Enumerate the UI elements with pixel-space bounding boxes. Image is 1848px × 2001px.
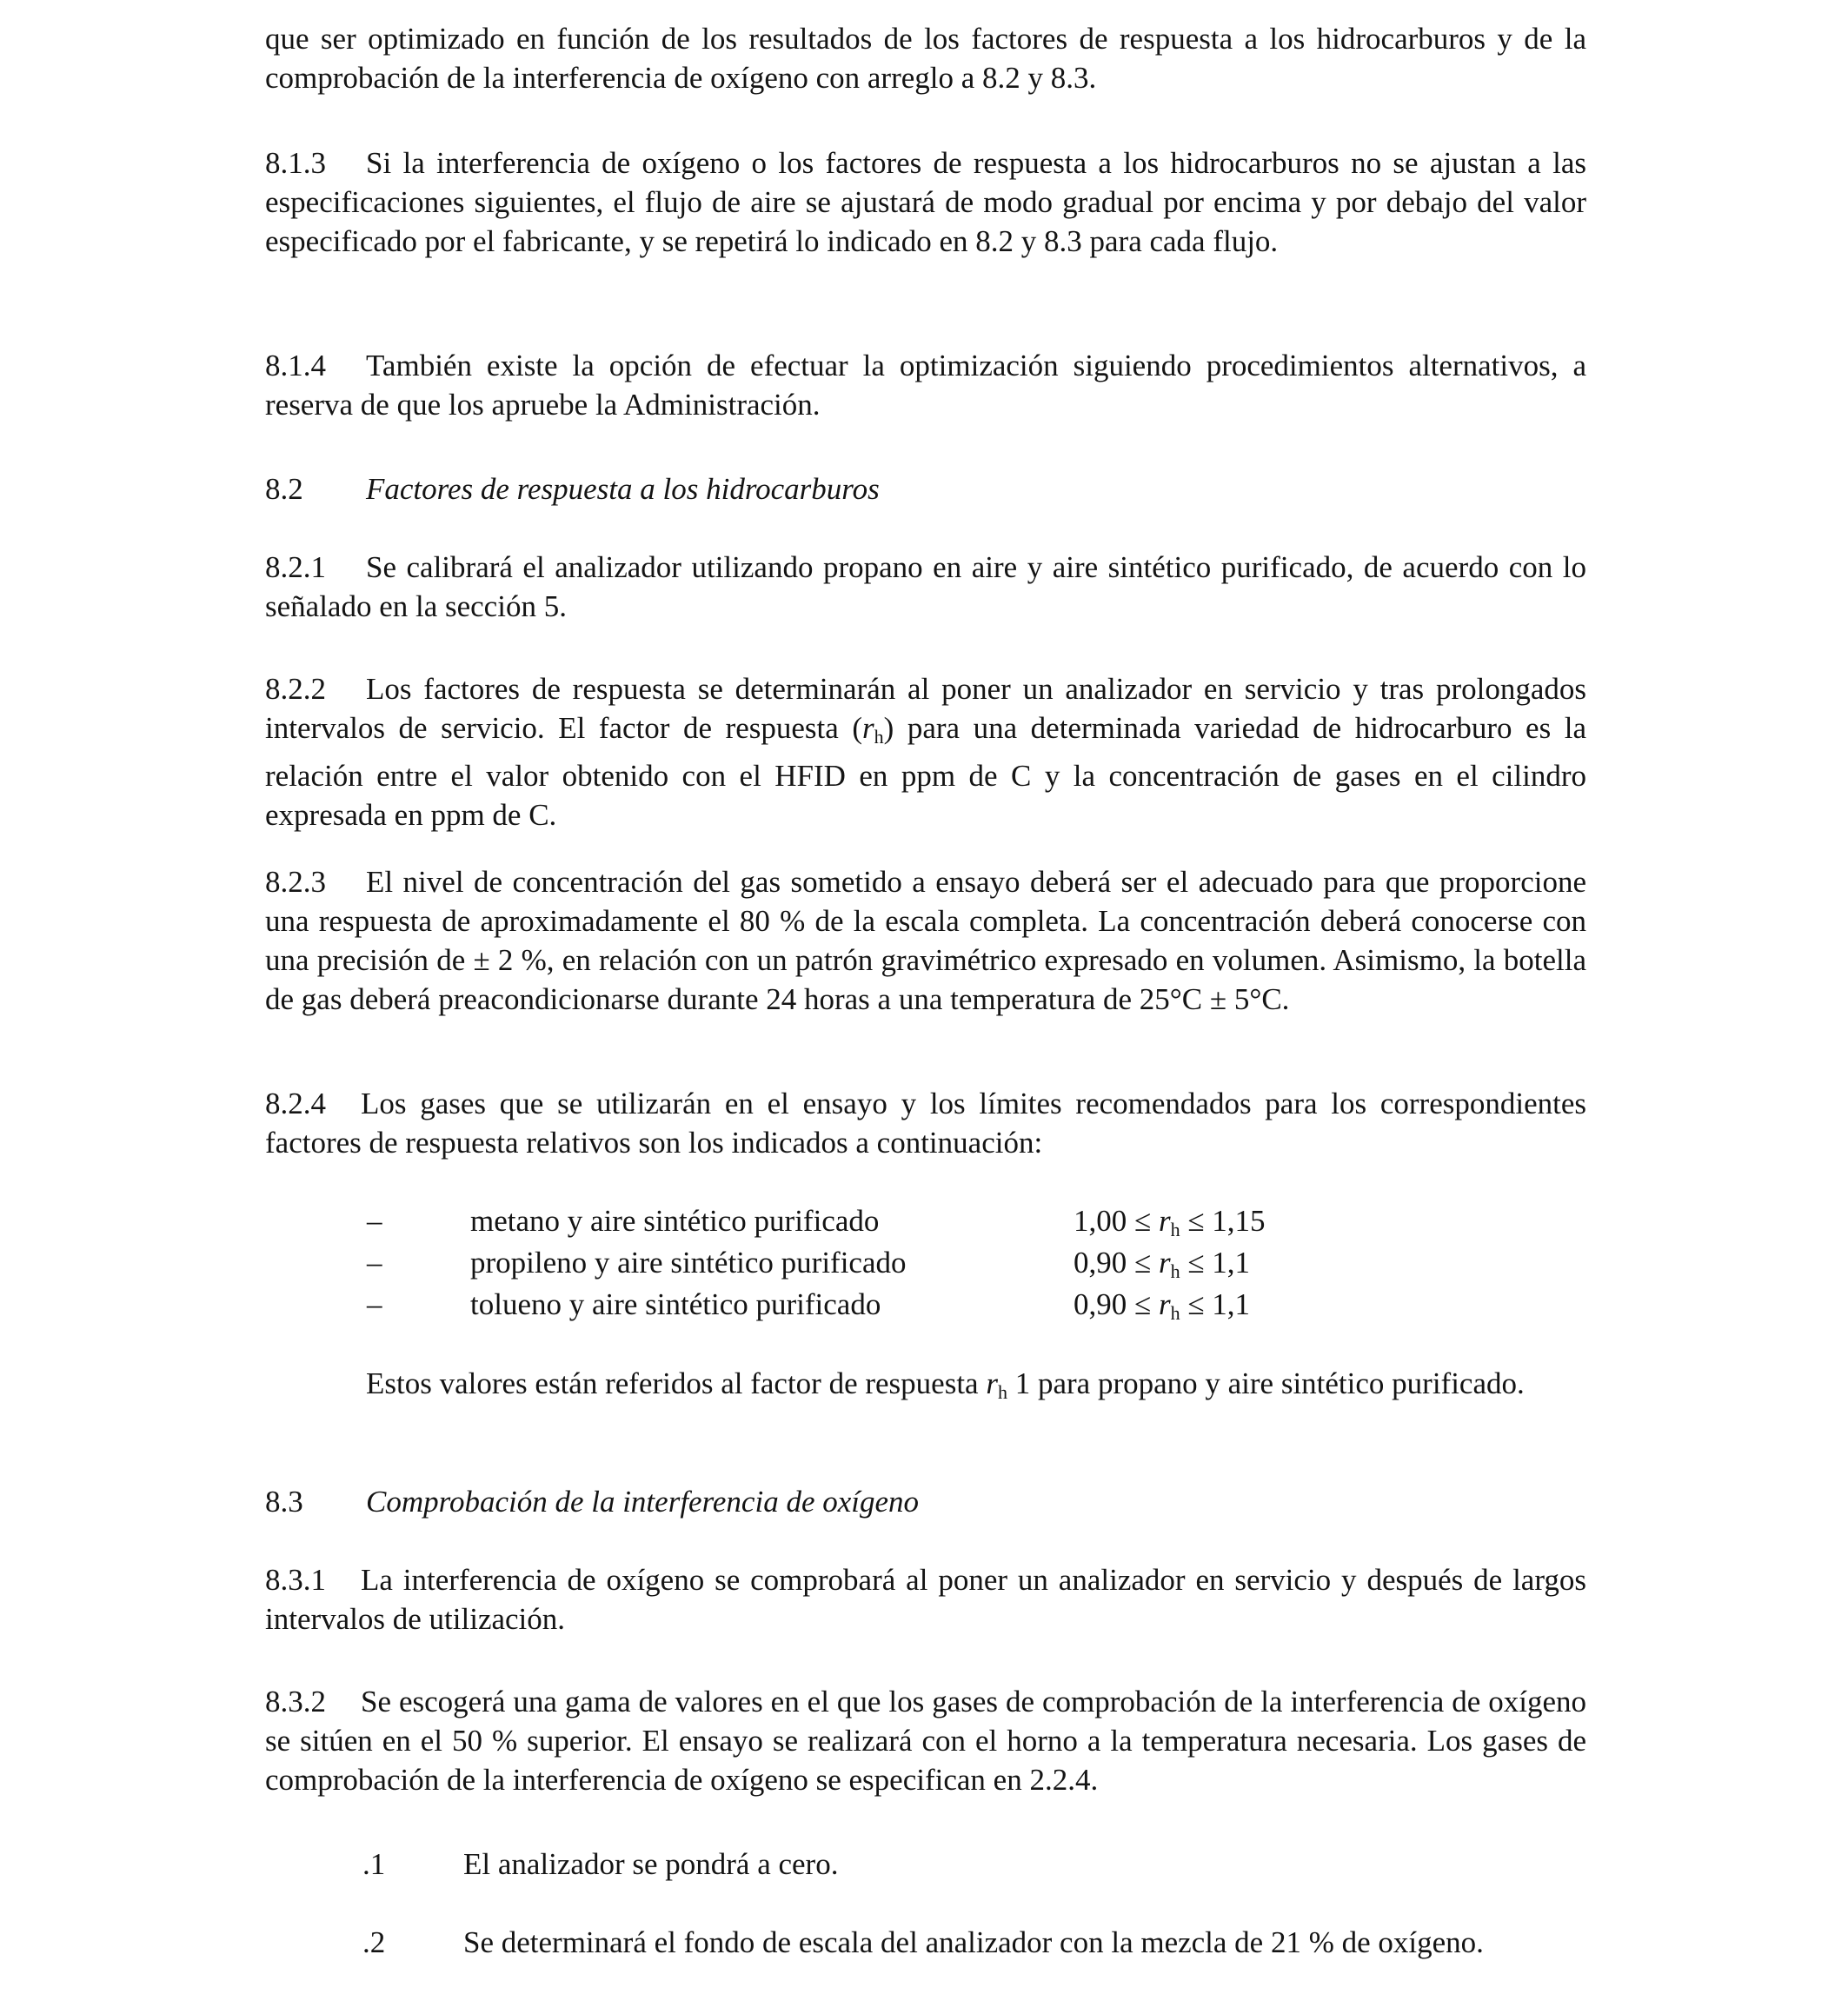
paragraph-8-1-3: [265, 143, 1586, 261]
symbol-r: r: [1158, 1246, 1171, 1280]
symbol-r: r: [1158, 1287, 1171, 1321]
list-dash: –: [367, 1246, 382, 1280]
step-text: El analizador se pondrá a cero.: [463, 1847, 839, 1881]
section-number: 8.2: [265, 472, 303, 506]
limit-row-tolueno: [265, 1285, 1586, 1324]
paragraph-text: Se escogerá una gama de valores en el que los gases de comprobación de la interferencia de oxígeno se sitúen en el 50 % superior. El ensayo se realizará con el horno a la temperatura necesaria. Los gases de comprobación de la interferencia de oxígeno se especifican en 2.2.4.: [265, 1685, 1586, 1797]
gas-name: propileno y aire sintético purificado: [470, 1246, 907, 1280]
limit-low: 0,90 ≤: [1074, 1246, 1159, 1280]
symbol-r: r: [862, 711, 874, 745]
symbol-subscript: h: [1170, 1260, 1180, 1282]
step-1: [265, 1845, 1586, 1884]
section-number: 8.2.3: [265, 865, 326, 899]
symbol-subscript: h: [997, 1381, 1007, 1403]
paragraph-text: Se calibrará el analizador utilizando propano en aire y aire sintético purificado, de acuerdo con lo señalado en la sección 5.: [265, 550, 1586, 623]
paragraph-text: ) para una determinada variedad de hidrocarburo es la relación entre el valor obtenido con el HFID en ppm de C y la concentración de gases en el cilindro expresada en ppm de C.: [265, 711, 1587, 832]
paragraph-8-3-1: [265, 1560, 1586, 1639]
limit-range: [1074, 1285, 1250, 1333]
list-dash: –: [367, 1287, 382, 1321]
step-number: .1: [362, 1847, 386, 1881]
section-number: 8.3.1: [265, 1563, 326, 1597]
limit-high: ≤ 1,1: [1180, 1287, 1251, 1321]
gas-name: metano y aire sintético purificado: [470, 1204, 880, 1238]
limit-low: 0,90 ≤: [1074, 1287, 1159, 1321]
limit-range: [1074, 1201, 1266, 1249]
paragraph-8-2-4: [265, 1084, 1586, 1162]
section-title: Comprobación de la interferencia de oxígeno: [366, 1485, 920, 1519]
step-number: .2: [362, 1925, 386, 1959]
limit-range: [1074, 1243, 1250, 1291]
paragraph-text: 1 para propano y aire sintético purificado.: [1007, 1366, 1525, 1400]
step-text: Se determinará el fondo de escala del analizador con la mezcla de 21 % de oxígeno.: [463, 1925, 1484, 1959]
paragraph-text: Los factores de respuesta se determinarán al poner un analizador en servicio y tras prolongados intervalos de servicio. El factor de respuesta (: [265, 672, 1586, 745]
symbol-subscript: h: [1170, 1219, 1180, 1240]
list-dash: –: [367, 1204, 382, 1238]
paragraph-text: Si la interferencia de oxígeno o los factores de respuesta a los hidrocarburos no se ajustan a las especificaciones siguientes, el flujo de aire se ajustará de modo gradual por encima y por debajo del valor especificado por el fabricante, y se repetirá lo indicado en 8.2 y 8.3 para cada flujo.: [265, 146, 1586, 258]
section-number: 8.2.2: [265, 672, 326, 706]
heading-8-2: [265, 469, 1586, 509]
paragraph-text: El nivel de concentración del gas sometido a ensayo deberá ser el adecuado para que proporcione una respuesta de aproximadamente el 80 % de la escala completa. La concentración deberá conocerse con una precisión de ± 2 %, en relación con un patrón gravimétrico expresado en volumen. Asimismo, la botella de gas deberá preacondicionarse durante 24 horas a una temperatura de 25°C ± 5°C.: [265, 865, 1586, 1016]
limit-low: 1,00 ≤: [1074, 1204, 1159, 1238]
section-number: 8.2.4: [265, 1087, 326, 1120]
section-title: Factores de respuesta a los hidrocarburos: [366, 472, 880, 506]
heading-8-3: [265, 1482, 1586, 1521]
limit-row-propileno: [265, 1243, 1586, 1282]
limit-row-metano: [265, 1201, 1586, 1240]
paragraph-text: También existe la opción de efectuar la optimización siguiendo procedimientos alternativos, a reserva de que los apruebe la Administración.: [265, 349, 1586, 422]
paragraph-8-1-4: [265, 346, 1586, 424]
symbol-subscript: h: [874, 726, 884, 748]
paragraph-8-2-2: [265, 669, 1586, 834]
symbol-r: r: [986, 1366, 998, 1400]
paragraph-8-3-2: [265, 1682, 1586, 1799]
limit-high: ≤ 1,15: [1180, 1204, 1266, 1238]
symbol-r: r: [1158, 1204, 1171, 1238]
section-number: 8.2.1: [265, 550, 326, 584]
paragraph-8-2-1: [265, 548, 1586, 626]
gas-name: tolueno y aire sintético purificado: [470, 1287, 881, 1321]
section-number: 8.3.2: [265, 1685, 326, 1718]
section-number: 8.1.3: [265, 146, 326, 180]
limit-high: ≤ 1,1: [1180, 1246, 1251, 1280]
paragraph-continuation: que ser optimizado en función de los resultados de los factores de respuesta a los hidrocarburos y de la comprobación de la interferencia de oxígeno con arreglo a 8.2 y 8.3.: [265, 22, 1586, 95]
section-number: 8.3: [265, 1485, 303, 1519]
step-2: [265, 1923, 1586, 2001]
paragraph-text: Estos valores están referidos al factor de respuesta: [366, 1366, 987, 1400]
paragraph-note: [265, 1364, 1586, 1412]
section-number: 8.1.4: [265, 349, 326, 382]
paragraph-text: La interferencia de oxígeno se comprobará al poner un analizador en servicio y después de largos intervalos de utilización.: [265, 1563, 1586, 1636]
paragraph-text: Los gases que se utilizarán en el ensayo y los límites recomendados para los correspondientes factores de respuesta relativos son los indicados a continuación:: [265, 1087, 1586, 1160]
paragraph-8-2-3: [265, 862, 1586, 1019]
symbol-subscript: h: [1170, 1302, 1180, 1324]
